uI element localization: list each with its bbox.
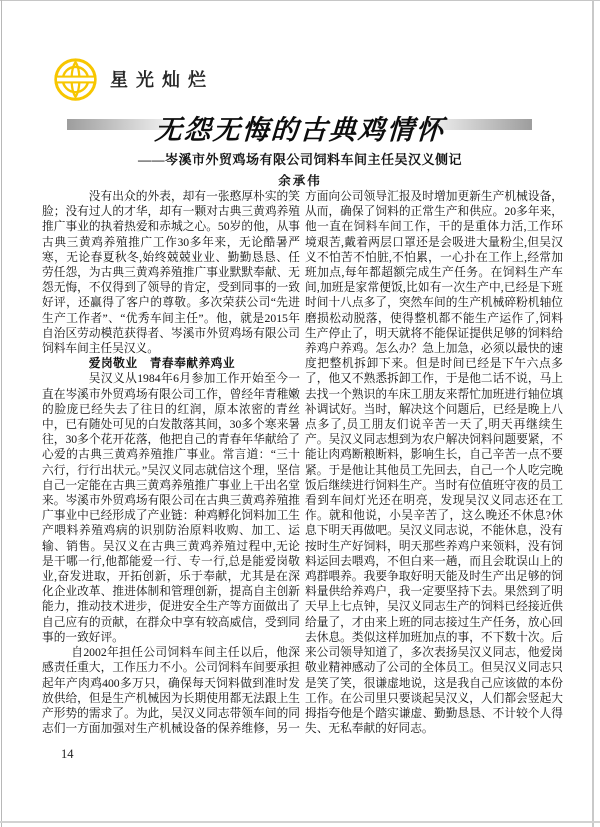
page-number: 14 bbox=[61, 747, 74, 761]
scan-edge-bottom bbox=[0, 821, 600, 823]
magazine-header bbox=[53, 56, 214, 102]
article-subtitle: ——岑溪市外贸鸡场有限公司饲料车间主任吴汉义侧记 bbox=[137, 152, 462, 167]
section-heading: 爱岗敬业 青春奉献养鸡业 bbox=[88, 357, 236, 371]
scan-edge-top bbox=[0, 0, 600, 1]
article-body bbox=[42, 189, 563, 745]
magazine-name: 星光灿烂 bbox=[110, 70, 214, 90]
article-author: 余承伟 bbox=[278, 174, 322, 188]
article-paragraph: 吴汉义从1984年6月参加工作开始至今一直在岑溪市外贸鸡场有限公司工作，曾经年青稚嫩的脸庞已经失去了往日的红润，原本浓密的青丝中，已有随处可见的白发散落其间，30多个寒来暑往，30多个花开花落，他把自己的青春年华献给了心爱的古典三黄鸡养殖推广事业。常言道：“三十六行，行行出状元。”吴汉义同志就信这个理，坚信自己一定能在古典三黄鸡养殖推广事业上干出名堂来。岑溪市外贸鸡场有限公司在古典三黄鸡养殖推广事业中已经形成了产业链：种鸡孵化饲料加工生产喂料养殖鸡病的识别防治原料收购、加工、运输、销售。吴汉义在古典三黄鸡养殖过程中,无论是干哪一行,他都能爱一行、专一行,总是能爱岗敬业,奋发进取，开拓创新，乐于奉献，尤其是在深化企业改革、推进体制和管理创新，提高自主创新能力，推动技术进步，促进安全生产等方面做出了自己应有的贡献，在群众中享有较高威信，受到同事的一致好评。 bbox=[42, 372, 300, 644]
article-paragraph: 自2002年担任公司饲料车间主任以后，他深感责任重大，工作压力不小。公司饲料车间要承担起年产肉鸡400多万只，确保每天饲料做到准时发放供给，但是生产机械因为长期使用都无法跟上生产形势的需求了。为此，吴汉义同志带领车间的同志们一方面加强对生产机械设备的保养维修，另一方面向公司领导汇报及时增加更新生产机械设备，从而，确保了饲料的正常生产和供应。20多年来，他一直在饲料车间工作，干的是重体力活,工作环境艰苦,戴着两层口罩还是会吸进大量粉尘,但吴汉义不怕苦不怕脏,不怕累，一心扑在工作上,经常加班加点,每年都超额完成生产任务。在饲料生产车间,加班是家常便饭,比如有一次生产中,已经是下班时间十八点多了，突然车间的生产机械碎粉机轴位磨损松动脱落，使得整机都不能生产运作了,饲料生产停止了，明天就将不能保证提供足够的饲料给养鸡户养鸡。怎么办？急上加急，必须以最快的速度把整机拆卸下来。但是时间已经是下午六点多了，他又不熟悉拆卸工作，于是他二话不说，马上去找一个熟识的车床工朋友来帮忙加班进行轴位填补调试好。当时，解决这个问题后，已经是晚上八点多了,员工朋友们说辛苦一天了,明天再继续生产。吴汉义同志想到为农户解决饲料问题要紧，不能让肉鸡断粮断料，影响生长，自己辛苦一点不要紧。于是他让其他员工先回去，自己一个人吃完晚饭后继续进行饲料生产。当时有位值班守夜的员工看到车间灯光还在明亮，发现吴汉义同志还在工作。就和他说，小吴辛苦了，这么晚还不休息?休息下明天再做吧。吴汉义同志说，不能休息，没有按时生产好饲料，明天那些养鸡户来领料，没有饲料运回去喂鸡，不但白来一趟，而且会耽误山上的鸡群喂养。我要争取好明天能及时生产出足够的饲料量供给养鸡户，我一定要坚持下去。果然到了明天早上七点钟，吴汉义同志生产的饲料已经接近供给量了，才由来上班的同志接过生产任务，放心回去休息。类似这样加班加点的事，不下数十次。后来公司领导知道了，多次表扬吴汉义同志，他爱岗敬业精神感动了公司的全体员工。但吴汉义同志只是笑了笑，很谦虚地说，这是我自己应该做的本份工作。在公司里只要谈起吴汉义，人们都会竖起大拇指夸他是个踏实谦虚、勤勤恳恳、不计较个人得失、无私奉献的好同志。 bbox=[42, 190, 563, 736]
article-paragraph: 没有出众的外表，却有一张憨厚朴实的笑脸；没有过人的才华，却有一颗对古典三黄鸡养殖推广事业的执着热爱和赤城之心。50岁的他，从事古典三黄鸡养殖推广工作30多年来，无论酷暑严寒，无论春夏秋冬,始终兢兢业业、勤勤恳恳、任劳任怨，为古典三黄鸡养殖推广事业默默奉献、无怨无悔，不仅得到了领导的肯定，受到同事的一致好评，还赢得了客户的尊敬。多次荣获公司“先进生产工作者”、“优秀车间主任”。他，就是2015年自治区劳动模范获得者、岑溪市外贸鸡场有限公司饲料车间主任吴汉义。 bbox=[42, 190, 300, 356]
trade-union-emblem-icon bbox=[53, 57, 98, 102]
article-title: 无怨无悔的古典鸡情怀 bbox=[154, 115, 446, 145]
